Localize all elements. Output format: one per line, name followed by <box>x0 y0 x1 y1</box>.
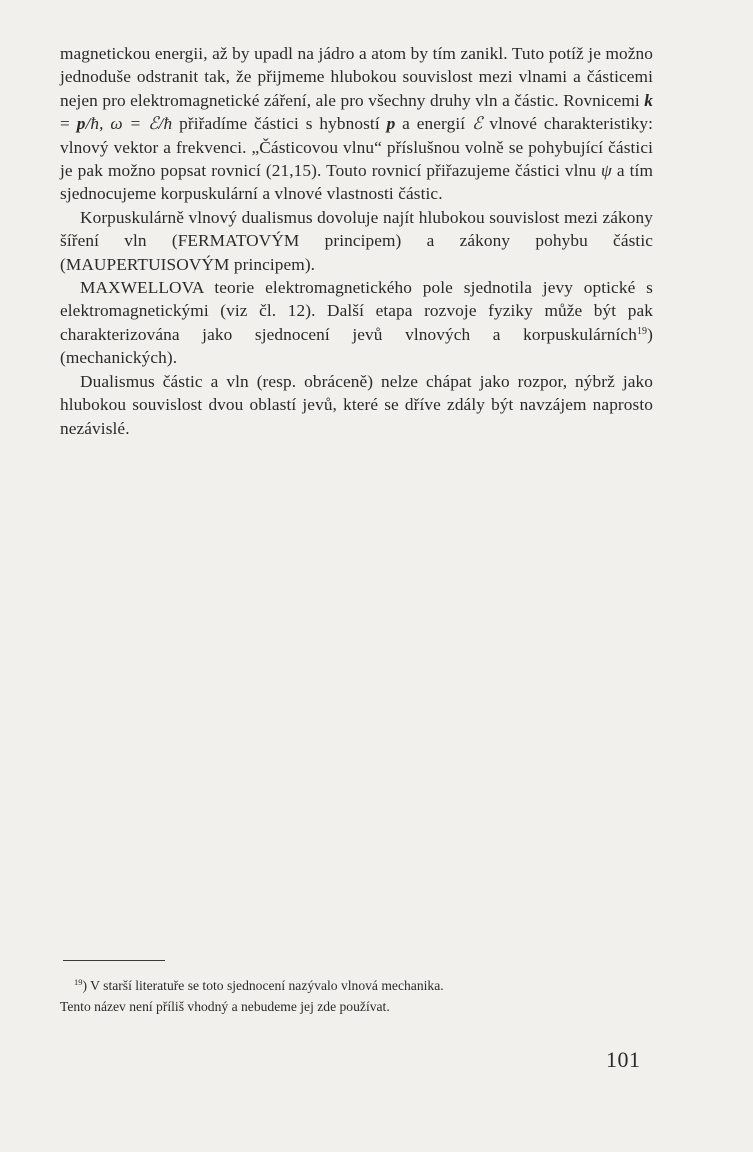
body-text <box>60 42 653 440</box>
footnote-text-1: ) V starší literatuře se toto sjednocení nazývalo vlnová mechanika. <box>82 978 444 993</box>
text-run: a energií <box>395 114 472 134</box>
math-expression: /ħ, ω = ℰ/ħ <box>85 114 173 134</box>
footnote-marker: 19 <box>74 977 83 987</box>
text-run: = <box>60 114 77 134</box>
math-expression: ℰ <box>472 114 483 134</box>
math-expression: p <box>386 114 396 134</box>
footnote-reference: 19 <box>636 325 648 337</box>
paragraph-1 <box>60 42 653 206</box>
footnote-line-2: Tento název není příliš vhodný a nebudeme jej zde používat. <box>60 999 390 1014</box>
paragraph-3 <box>60 276 653 370</box>
text-run: MAXWELLOVA teorie elektromagnetického pole sjednotila jevy optické s elektromagnetickými (viz čl. 12). Další etapa rozvoje fyziky může být pak charakterizována jako sjednocení jevů vlnových a korpuskulárních <box>60 278 653 344</box>
text-run: Korpuskulárně vlnový dualismus dovoluje najít hlubokou souvislost mezi zákony šíření vln (FERMATOVÝM principem) a zákony pohybu částic (MAUPERTUISOVÝM principem). <box>60 207 653 274</box>
page-number: 101 <box>606 1047 641 1072</box>
text-run: přiřadíme částici s hybností <box>172 114 387 134</box>
footnote <box>60 975 653 1017</box>
text-run: Dualismus částic a vln (resp. obráceně) nelze chápat jako rozpor, nýbrž jako hlubokou souvislost dvou oblastí jevů, které se dříve zdály být navzájem naprosto nezávislé. <box>60 371 653 438</box>
text-run: vlnové charakteristiky: vlnový vektor a frekvenci. „Částicovou vlnu“ příslušnou volně se pohybující částici je pak možno popsat rovnicí (21,15). Touto rovnicí přiřazujeme částici vlnu <box>60 114 653 181</box>
math-expression: k <box>644 90 653 110</box>
text-run: magnetickou energii, až by upadl na jádro a atom by tím zanikl. Tuto potíž je možno jednoduše odstranit tak, že přijmeme hlubokou souvislost mezi vlnami a částicemi nejen pro elektromagnetické záření, ale pro všechny druhy vln a částic. Rovnicemi <box>60 44 653 110</box>
text-run: a tím sjednocujeme korpuskulární a vlnové vlastnosti částic. <box>60 161 653 204</box>
paragraph-4 <box>60 370 653 440</box>
text-run: ) (mechanických). <box>60 324 653 368</box>
math-expression: p <box>76 114 86 134</box>
footnote-line-1 <box>60 975 653 996</box>
math-expression: ψ <box>601 161 612 181</box>
footnote-rule <box>63 960 165 961</box>
paragraph-2 <box>60 206 653 276</box>
